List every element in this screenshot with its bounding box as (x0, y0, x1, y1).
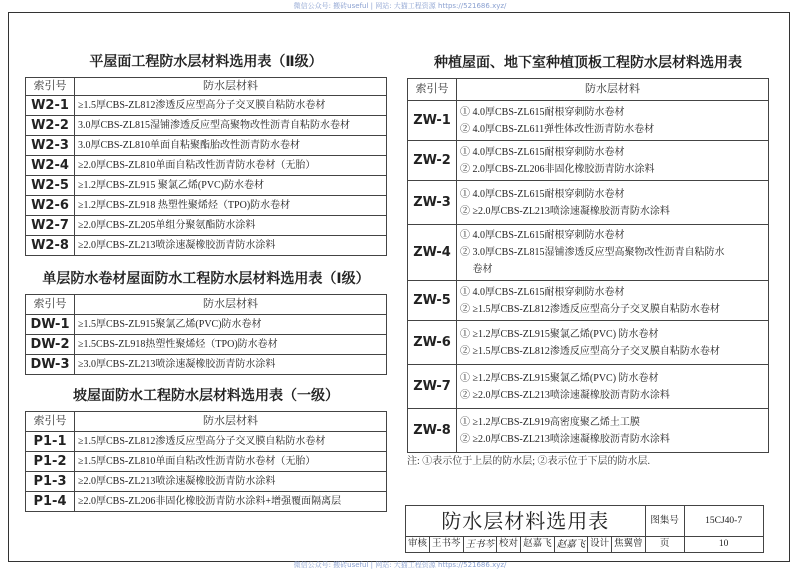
material-line: ① 4.0厚CBS-ZL615耐根穿刺防水卷材 (460, 286, 625, 298)
row-material (75, 452, 387, 472)
index-column-header: 索引号 (26, 412, 75, 432)
material-column-header: 防水层材料 (457, 79, 769, 101)
checker-name: 赵嘉飞 (521, 537, 555, 553)
material-line: ② 4.0厚CBS-ZL611弹性体改性沥青防水卷材 (460, 123, 655, 135)
material-line: ② ≥1.5厚CBS-ZL812渗透反应型高分子交叉膜自粘防水卷材 (460, 303, 720, 315)
index-column-header: 索引号 (26, 295, 75, 315)
material-line: ① ≥1.2厚CBS-ZL915聚氯乙烯(PVC) 防水卷材 (460, 328, 659, 340)
atlas-label: 图集号 (645, 506, 684, 537)
checker-signature: 赵嘉飞 (554, 537, 588, 553)
row-material (75, 196, 387, 216)
material-line: ≥3.0厚CBS-ZL213喷涂速凝橡胶沥青防水涂料 (78, 359, 276, 370)
table-row (408, 225, 769, 281)
row-material (75, 236, 387, 256)
row-index: W2-8 (26, 236, 75, 256)
material-line: ② 2.0厚CBS-ZL206非固化橡胶沥青防水涂料 (460, 163, 655, 175)
table-row (26, 335, 387, 355)
table-row (26, 452, 387, 472)
reviewer-name: 王书芩 (430, 537, 464, 553)
material-line: ≥1.2厚CBS-ZL918 热塑性聚烯烃（TPO)防水卷材 (78, 200, 291, 211)
row-index: DW-2 (26, 335, 75, 355)
table-row (408, 181, 769, 225)
material-line: ① ≥1.2厚CBS-ZL915聚氯乙烯(PVC) 防水卷材 (460, 372, 659, 384)
table-header-row (26, 295, 387, 315)
material-line: 3.0厚CBS-ZL810单面自粘聚酯胎改性沥青防水卷材 (78, 140, 300, 151)
row-index: ZW-2 (408, 141, 457, 181)
review-label: 审核 (406, 537, 430, 553)
material-line: ① 4.0厚CBS-ZL615耐根穿刺防水卷材 (460, 106, 625, 118)
table-row (26, 196, 387, 216)
material-column-header: 防水层材料 (75, 412, 387, 432)
row-index: W2-3 (26, 136, 75, 156)
material-line: ≥1.5CBS-ZL918热塑性聚烯烃（TPO)防水卷材 (78, 339, 278, 350)
row-material (75, 335, 387, 355)
table-row (26, 116, 387, 136)
table-header-row (26, 78, 387, 96)
material-line: 卷材 (460, 264, 493, 275)
row-index: DW-1 (26, 315, 75, 335)
table-row (26, 492, 387, 512)
row-index: ZW-4 (408, 225, 457, 281)
material-line: ① 4.0厚CBS-ZL615耐根穿刺防水卷材 (460, 230, 625, 241)
table-row (408, 321, 769, 365)
material-line: ② ≥1.5厚CBS-ZL812渗透反应型高分子交叉膜自粘防水卷材 (460, 345, 720, 357)
atlas-number: 15CJ40-7 (684, 506, 763, 537)
row-index: P1-3 (26, 472, 75, 492)
index-column-header: 索引号 (26, 78, 75, 96)
table-row (26, 472, 387, 492)
material-line: 3.0厚CBS-ZL815湿铺渗透反应型高聚物改性沥青自粘防水卷材 (78, 120, 350, 131)
material-line: ≥1.5厚CBS-ZL812渗透反应型高分子交叉膜自粘防水卷材 (78, 100, 326, 111)
page-number: 10 (684, 537, 763, 553)
table4-note: 注: ①表示位于上层的防水层; ②表示位于下层的防水层. (407, 456, 651, 467)
single-layer-roof-table (25, 294, 387, 375)
row-material (75, 315, 387, 335)
flat-roof-table (25, 77, 387, 256)
row-material (75, 492, 387, 512)
row-index: W2-1 (26, 96, 75, 116)
material-line: ≥2.0厚CBS-ZL213喷涂速凝橡胶沥青防水涂料 (78, 240, 276, 251)
table-row (26, 236, 387, 256)
table-row (408, 141, 769, 181)
page-label: 页 (645, 537, 684, 553)
title-block (405, 505, 764, 553)
table-row (26, 176, 387, 196)
row-material (457, 409, 769, 453)
table-row (408, 281, 769, 321)
material-line: ≥1.5厚CBS-ZL810单面自粘改性沥青防水卷材（无胎） (78, 456, 316, 467)
row-index: P1-2 (26, 452, 75, 472)
table-row (26, 315, 387, 335)
row-index: W2-4 (26, 156, 75, 176)
table-row (408, 101, 769, 141)
material-line: ① 4.0厚CBS-ZL615耐根穿刺防水卷材 (460, 146, 625, 158)
material-line: ≥2.0厚CBS-ZL206非固化橡胶沥青防水涂料+增强覆面隔离层 (78, 496, 342, 507)
row-index: ZW-8 (408, 409, 457, 453)
index-column-header: 索引号 (408, 79, 457, 101)
planted-roof-table (407, 78, 769, 453)
row-index: W2-7 (26, 216, 75, 236)
material-line: ≥1.5厚CBS-ZL915聚氯乙烯(PVC)防水卷材 (78, 319, 262, 330)
row-index: P1-1 (26, 432, 75, 452)
row-index: ZW-7 (408, 365, 457, 409)
check-label: 校对 (497, 537, 521, 553)
material-line: ≥2.0厚CBS-ZL205单组分聚氨酯防水涂料 (78, 220, 256, 231)
row-material (75, 432, 387, 452)
table4-title: 种植屋面、地下室种植顶板工程防水层材料选用表 (434, 55, 742, 71)
table-row (408, 409, 769, 453)
row-index: DW-3 (26, 355, 75, 375)
row-material (457, 321, 769, 365)
table-row (26, 216, 387, 236)
table-row (26, 432, 387, 452)
row-material (75, 116, 387, 136)
pitched-roof-table (25, 411, 387, 512)
row-index: W2-5 (26, 176, 75, 196)
row-material (457, 141, 769, 181)
material-line: ≥1.2厚CBS-ZL915 聚氯乙烯(PVC)防水卷材 (78, 180, 265, 191)
row-material (75, 355, 387, 375)
material-line: ② ≥2.0厚CBS-ZL213喷涂速凝橡胶沥青防水涂料 (460, 205, 670, 217)
watermark-top: 微信公众号: 搬砖useful | 网站: 大猫工程资源 https://521686.xyz/ (293, 2, 507, 10)
row-index: W2-2 (26, 116, 75, 136)
row-material (75, 216, 387, 236)
table-row (26, 96, 387, 116)
table-row (26, 136, 387, 156)
right-column (407, 54, 769, 469)
material-line: ≥2.0厚CBS-ZL213喷涂速凝橡胶沥青防水涂料 (78, 476, 276, 487)
table1-title: 平屋面工程防水层材料选用表（Ⅱ级） (89, 54, 323, 70)
row-material (75, 96, 387, 116)
material-line: ② ≥2.0厚CBS-ZL213喷涂速凝橡胶沥青防水涂料 (460, 389, 670, 401)
row-index: ZW-5 (408, 281, 457, 321)
table-header-row (26, 412, 387, 432)
material-line: ② 3.0厚CBS-ZL815湿铺渗透反应型高聚物改性沥青自粘防水 (460, 247, 725, 258)
row-material (75, 472, 387, 492)
row-index: W2-6 (26, 196, 75, 216)
table3-title: 坡屋面防水工程防水层材料选用表（一级） (73, 388, 339, 404)
material-line: ② ≥2.0厚CBS-ZL213喷涂速凝橡胶沥青防水涂料 (460, 433, 670, 445)
row-material (75, 176, 387, 196)
reviewer-signature: 王书芩 (463, 537, 497, 553)
material-line: ≥1.5厚CBS-ZL812渗透反应型高分子交叉膜自粘防水卷材 (78, 436, 326, 447)
drawing-title: 防水层材料选用表 (406, 506, 646, 537)
left-column (25, 53, 387, 512)
row-material (457, 365, 769, 409)
row-material (75, 136, 387, 156)
material-line: ① ≥1.2厚CBS-ZL919高密度聚乙烯土工膜 (460, 416, 640, 428)
row-material (457, 181, 769, 225)
table-row (26, 355, 387, 375)
row-material (457, 281, 769, 321)
row-material (457, 225, 769, 281)
row-material (75, 156, 387, 176)
watermark-bottom: 微信公众号: 搬砖useful | 网站: 大猫工程资源 https://521686.xyz/ (293, 561, 507, 569)
table-header-row (408, 79, 769, 101)
table-row (26, 156, 387, 176)
material-column-header: 防水层材料 (75, 295, 387, 315)
row-index: ZW-3 (408, 181, 457, 225)
designer-name: 焦翼曾 (612, 537, 646, 553)
row-index: P1-4 (26, 492, 75, 512)
row-index: ZW-6 (408, 321, 457, 365)
table2-title: 单层防水卷材屋面防水工程防水层材料选用表（Ⅰ级） (42, 271, 370, 287)
table-row (408, 365, 769, 409)
row-index: ZW-1 (408, 101, 457, 141)
material-column-header: 防水层材料 (75, 78, 387, 96)
design-label: 设计 (588, 537, 612, 553)
material-line: ≥2.0厚CBS-ZL810单面自粘改性沥青防水卷材（无胎） (78, 160, 316, 171)
row-material (457, 101, 769, 141)
material-line: ① 4.0厚CBS-ZL615耐根穿刺防水卷材 (460, 188, 625, 200)
